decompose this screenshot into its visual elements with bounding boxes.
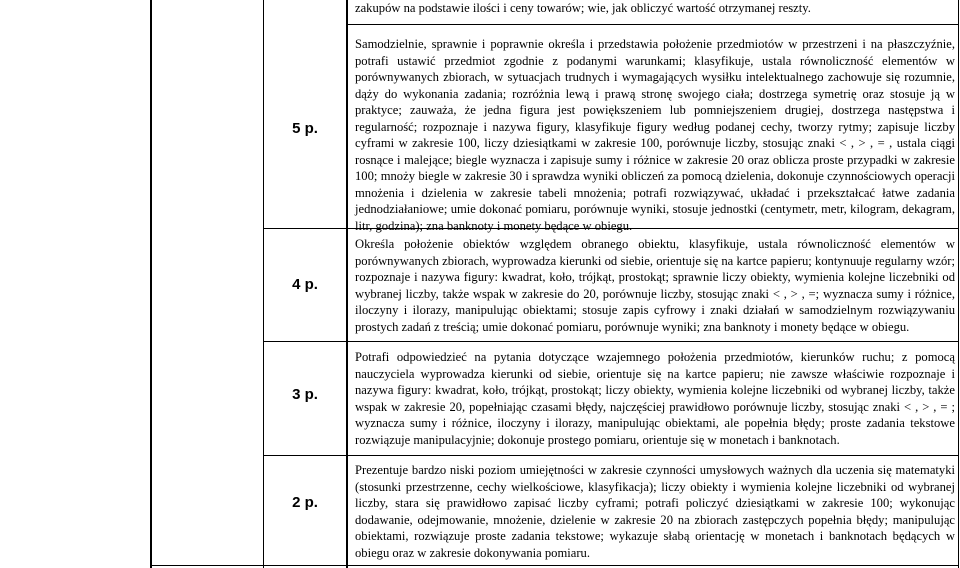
table-bottom-border	[150, 565, 959, 566]
table-border-right	[958, 0, 959, 568]
row-divider	[348, 24, 959, 25]
grade-description: Prezentuje bardzo niski poziom umiejętności w zakresie czynności umysłowych ważnych dla uczenia się matematyki (stosunki przestrzenne, cechy wielkościowe, klasyfikacja); liczy obiekty i wymienia kolejne liczebniki od wybranej liczby, stara się prawidłowo zapisać liczby cyframi; potrafi policzyć dziesiątkami w zakresie 100; wykonując dodawanie, odejmowanie, mnożenie, dzielenie w zakresie 20 na zbiorach zastępczych popełnia błędy; manipulując obiektami, rozwiązuje proste zadania tekstowe; wykazuje słabą orientację w monetach i banknotach będących w obiegu oraz w zakresie dokonywania pomiaru.	[355, 463, 955, 560]
grade-label: 3 p.	[292, 386, 318, 403]
grade-description: Samodzielnie, sprawnie i poprawnie określa i przedstawia położenie przedmiotów w przestrzeni i na płaszczyźnie, potrafi ustawić przedmiot zgodnie z podanymi warunkami; klasyfikuje, ustala równoliczność elementów w porównywanych zbiorach, w sytuacjach trudnych i wymagających wysiłku intelektualnego zachowuje się rozumnie, dąży do wykonania zadania; rozróżnia lewą i prawą stronę swojego ciała; dostrzega symetrię oraz stosuje ją w praktyce; zauważa, że jedna figura jest powiększeniem lub pomniejszeniem drugiej, dostrzega następstwa i regularność; rozpoznaje i nazywa figury, klasyfikuje figury według podanej cechy, tworzy rytmy; zapisuje liczby cyframi w zakresie 100, liczy dziesiątkami w zakresie 100, porównuje liczby, stosując znaki < , > , = , ustala ciągi rosnące i malejące; biegle wyznacza i zapisuje sumy i różnice w zakresie 20 oraz oblicza proste przypadki w zakresie 100; mnoży biegle w zakresie 30 i sprawdza wyniki obliczeń za pomocą dzielenia, dokonuje czynnościowych operacji mnożenia i dzielenia w zakresie tabeli mnożenia; potrafi rozwiązywać, układać i przekształcać łatwe zadania jednodziałaniowe; umie dokonać pomiaru, porównuje wyniki, stosuje jednostki (centymetr, metr, kilogram, dekagram, litr, godzina); zna banknoty i monety będące w obiegu.	[355, 37, 955, 233]
row-divider	[264, 341, 959, 342]
grade-label: 5 p.	[292, 120, 318, 137]
table-border-left	[150, 0, 152, 568]
grade-label: 4 p.	[292, 276, 318, 293]
column-divider	[346, 0, 348, 568]
grade-description: Potrafi odpowiedzieć na pytania dotyczące wzajemnego położenia przedmiotów, kierunków ruchu; z pomocą nauczyciela wyprowadza kierunki od siebie, orientuje się na kartce papieru; nie zawsze właściwie rozpoznaje i nazywa figury: kwadrat, koło, trójkąt, prostokąt; liczy obiekty, wymienia kolejne liczebniki od wybranej liczby, także wspak w zakresie 20, popełniając czasami błędy, najczęściej prawidłowo porównuje liczby, stosując znaki < , > , = ; wyznacza sumy i różnice, iloczyny i ilorazy, manipulując obiektami, ale popełnia błędy; proste zadania tekstowe rozwiązuje manipulacyjnie; dokonuje prostego pomiaru, orientuje się w monetach i banknotach.	[355, 350, 955, 447]
grade-label: 2 p.	[292, 494, 318, 511]
row-divider	[264, 455, 959, 456]
table-border-inner	[263, 0, 264, 568]
grade-description: zakupów na podstawie ilości i ceny towarów; wie, jak obliczyć wartość otrzymanej reszty.	[355, 1, 811, 15]
grade-description: Określa położenie obiektów względem obranego obiektu, klasyfikuje, ustala równoliczność elementów w porównywanych zbiorach, wyprowadza kierunki od siebie, orientuje się na kartce papieru; kontynuuje regularny wzór; rozpoznaje i nazywa figury: kwadrat, koło, trójkąt, prostokąt; sprawnie liczy obiekty, wymienia kolejne liczebniki od wybranej liczby, także wspak w zakresie do 20, porównuje liczby, stosując znaki < , > , =; wyznacza sumy i różnice, iloczyny i ilorazy, manipulując obiektami; stosuje zapis cyfrowy i znaki działań w samodzielnym rozwiązywaniu prostych zadań z treścią; umie dokonać pomiaru, porównuje wyniki; zna banknoty i monety będące w obiegu.	[355, 237, 955, 334]
